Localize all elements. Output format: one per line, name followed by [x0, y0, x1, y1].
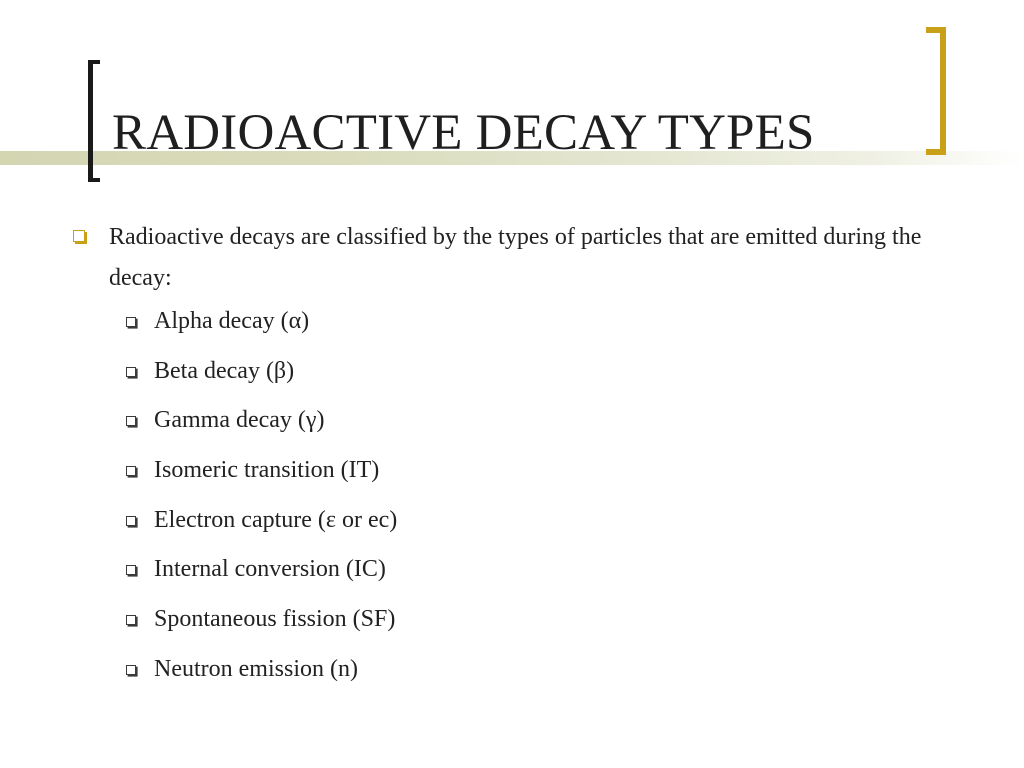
square-bullet-icon	[126, 317, 136, 327]
list-item	[70, 604, 930, 634]
list-item	[70, 455, 930, 485]
square-bullet-icon	[126, 565, 136, 575]
square-bullet-icon	[126, 367, 136, 377]
main-bullet	[70, 217, 930, 299]
list-item	[70, 654, 930, 684]
list-item-text: Internal conversion (IC)	[154, 556, 386, 583]
square-bullet-icon	[126, 416, 136, 426]
square-bullet-icon	[126, 466, 136, 476]
list-item	[70, 554, 930, 584]
square-bullet-icon	[73, 230, 85, 242]
list-item-text: Isomeric transition (IT)	[154, 457, 380, 484]
slide-content	[70, 217, 930, 704]
list-item-text: Gamma decay (γ)	[154, 407, 325, 434]
square-bullet-icon	[126, 665, 136, 675]
sub-bullet-list	[70, 306, 930, 684]
slide-title: RADIOACTIVE DECAY TYPES	[112, 105, 815, 161]
list-item-text: Beta decay (β)	[154, 357, 295, 384]
list-item-text: Spontaneous fission (SF)	[154, 606, 396, 633]
list-item-text: Neutron emission (n)	[154, 655, 358, 682]
list-item	[70, 505, 930, 535]
main-bullet-text: Radioactive decays are classified by the types of particles that are emitted during the decay:	[109, 224, 922, 291]
left-bracket-icon	[88, 60, 100, 182]
square-bullet-icon	[126, 516, 136, 526]
square-bullet-icon	[126, 615, 136, 625]
right-bracket-icon	[926, 27, 946, 155]
list-item	[70, 405, 930, 435]
list-item-text: Electron capture (ε or ec)	[154, 506, 398, 533]
list-item	[70, 306, 930, 336]
list-item	[70, 356, 930, 386]
list-item-text: Alpha decay (α)	[154, 308, 310, 334]
